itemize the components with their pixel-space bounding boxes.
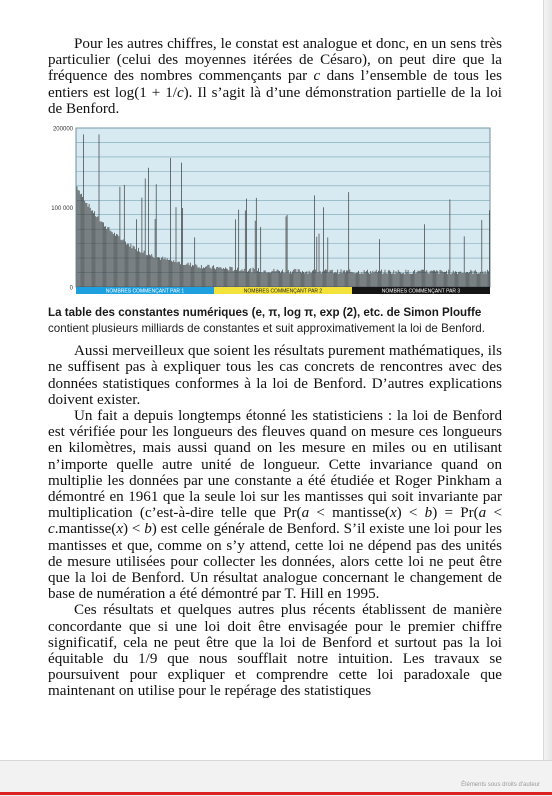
y-tick-label: 200000 bbox=[52, 126, 73, 133]
y-tick-label: 100 000 bbox=[51, 206, 73, 213]
bottom-text-block bbox=[48, 343, 502, 699]
paragraph: Aussi merveilleux que soient les résultats purement mathématiques, ils ne suffisent pas à expliquer tous les cas concrets de rencontres avec des données statistiques conformes à la loi de Benford. D’autres explications doivent exister. bbox=[48, 343, 502, 408]
benford-chart bbox=[48, 123, 502, 301]
document-page bbox=[48, 36, 502, 700]
page-edge-rule bbox=[543, 0, 544, 760]
chart-svg bbox=[48, 123, 502, 301]
segment-label: NOMBRES COMMENÇANT PAR 3 bbox=[381, 288, 461, 295]
segment-label: NOMBRES COMMENÇANT PAR 2 bbox=[243, 288, 323, 295]
figure bbox=[48, 123, 502, 336]
caption-rest: contient plusieurs milliards de constantes et suit approximativement la loi de Benford. bbox=[48, 321, 485, 335]
page-edge-shade bbox=[544, 0, 552, 760]
copyright-note: Éléments sous droits d'auteur bbox=[461, 782, 540, 788]
caption-bold: La table des constantes numériques (e, π, log π, exp (2), etc. de Simon Plouffe bbox=[48, 306, 482, 320]
viewer-bottom-bar bbox=[0, 760, 552, 796]
plot-area bbox=[76, 128, 490, 287]
paragraph: Pour les autres chiffres, le constat est analogue et donc, en un sens très particulier (celui des moyennes itérées de Césaro), on peut dire que la fréquence des nombres commençants par c dans l’ensemble de tous les entiers est log(1 + 1/c). Il s’agit là d’une démonstration partielle de la loi de Benford. bbox=[48, 36, 502, 117]
paragraph: Un fait a depuis longtemps étonné les statisticiens : la loi de Benford est vérifiée pour les longueurs des fleuves quand on mesure ces longueurs en kilomètres, mais aussi quand on les mesure en miles ou en utilisant n’importe quelle autre unité de longueur. Cette invariance quand on multiplie les données par une constante a été étudiée et Roger Pinkham a démontré en 1961 que la seule loi sur les mantisses qui soit invariante par multiplication (c’est-à-dire telle que Pr(a < mantisse(x) < b) = Pr(a < c.mantisse(x) < b) est celle générale de Benford. S’il existe une loi pour les mantisses et que, comme on s’y attend, cette loi ne dépend pas des unités de mesure utilisées pour collecter les données, alors cette loi ne peut être que la loi de Benford. Un résultat analogue concernant le changement de base de numération a été démontré par T. Hill en 1995. bbox=[48, 408, 502, 603]
figure-caption bbox=[48, 305, 502, 336]
segment-label: NOMBRES COMMENÇANT PAR 1 bbox=[105, 288, 185, 295]
paragraph: Ces résultats et quelques autres plus récents établissent de manière concordante que si une loi doit être envisagée pour le premier chiffre significatif, cela ne peut être que la loi de Benford et surtout pas la loi équitable du 1/9 que nous soufflait notre intuition. Les travaux se poursuivent pour expliquer et comprendre cette loi paradoxale que maintenant on utilise pour le repérage des statistiques bbox=[48, 602, 502, 700]
top-text-block bbox=[48, 36, 502, 117]
y-tick-label: 0 bbox=[69, 285, 73, 292]
